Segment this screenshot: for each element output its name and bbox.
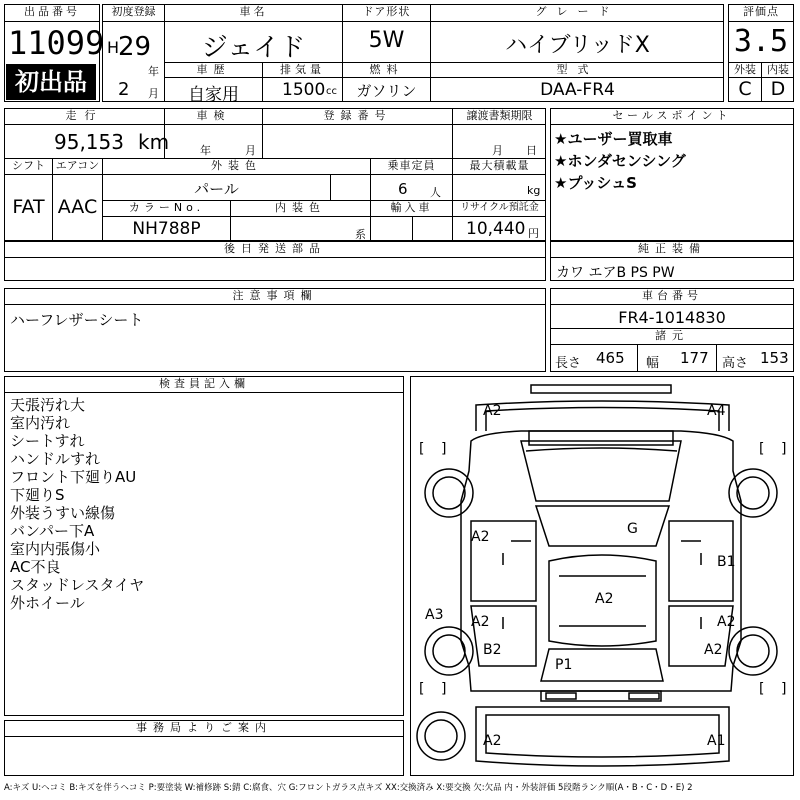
notes: ハーフレザーシート [10, 311, 144, 329]
fuel-label: 燃料 [369, 63, 404, 76]
mark-front-right: A4 [707, 403, 726, 419]
inspection-year-unit: 年 [200, 144, 211, 157]
first-reg-month: 2 [118, 79, 130, 100]
color-no: NH788P [132, 219, 201, 239]
mark-right-rear-door: A2 [717, 614, 736, 630]
mark-rear-bumper-left: A2 [483, 733, 502, 749]
doc-month-unit: 月 [492, 144, 503, 157]
chassis-number: FR4-1014830 [618, 308, 726, 327]
inspector-note: 天張汚れ大 [10, 396, 86, 414]
legend: A:キズ U:ヘコミ B:キズを伴うヘコミ P:要塗装 W:補修跡 S:錆 C:腐食、穴 G:フロントガラス点キズ XX:交換済み X:要交換 欠:欠品 内・外装評価 5段階ランク順(A・B・C・D・E) 2 [4, 783, 693, 793]
car-name: ジェイド [201, 33, 306, 63]
sales-point: ★プッシュS [554, 174, 637, 192]
inspector-note: 室内汚れ [10, 414, 71, 432]
mark-rear-left: B2 [483, 642, 502, 658]
inspection-month-unit: 月 [245, 144, 256, 157]
year-unit: 年 [148, 65, 159, 78]
inspector-note: シートすれ [10, 432, 85, 450]
door-type: 5W [368, 28, 405, 53]
svg-text:[: [ [759, 681, 765, 697]
history: 自家用 [188, 85, 239, 105]
mark-left-quarter: A3 [425, 607, 444, 623]
doc-period-label: 譲渡書類期限 [466, 109, 533, 122]
displacement-unit: cc [326, 86, 337, 97]
inspector-note: 外装うすい線傷 [10, 504, 116, 522]
displacement: 1500 [282, 80, 326, 100]
capacity: 6 [398, 180, 408, 198]
reg-no-label: 登録番号 [323, 109, 392, 122]
mark-roof: A2 [595, 591, 614, 607]
inspector-note: 下廻りS [10, 486, 65, 504]
score: 3.5 [733, 24, 789, 59]
mileage-unit: km [138, 130, 170, 154]
svg-text:]: ] [441, 681, 447, 697]
car-diagram-box [410, 376, 794, 776]
mileage-label: 走行 [65, 109, 104, 122]
int-color-unit: 系 [355, 228, 366, 241]
car-diagram [411, 377, 793, 775]
model-label: 型式 [556, 63, 599, 76]
ext-color: パール [194, 180, 239, 198]
sales-points-label: セールスポイント [612, 109, 732, 122]
grade: ハイブリッドX [505, 33, 650, 58]
month-unit: 月 [148, 87, 159, 100]
score-label: 評価点 [743, 5, 779, 18]
lot-label: 出品番号 [24, 5, 80, 18]
int-color-label: 内装色 [275, 201, 326, 214]
capacity-unit: 人 [430, 186, 441, 199]
displacement-label: 排気量 [280, 63, 325, 76]
model-code: DAA-FR4 [540, 80, 615, 100]
inspector-note: バンパー下A [10, 522, 95, 540]
int-grade: D [770, 78, 786, 100]
mark-windshield: G [627, 521, 638, 537]
import-label: 輸入車 [390, 201, 433, 214]
height-label: 高さ [722, 356, 749, 371]
equipment-label: 純正装備 [638, 242, 706, 255]
ac-label: エアコン [55, 159, 100, 172]
capacity-label: 乗車定員 [387, 159, 436, 172]
shift-label: シフト [12, 159, 45, 172]
load-unit: kg [527, 184, 541, 197]
mark-right-quarter: A2 [704, 642, 723, 658]
specs-label: 諸元 [655, 329, 689, 342]
equipment: カワ エアB PS PW [556, 265, 675, 281]
svg-text:[: [ [759, 441, 765, 457]
era: H [107, 38, 120, 57]
mark-front-left: A2 [483, 403, 502, 419]
inspector-label: 検査員記入欄 [159, 377, 249, 390]
ac: AAC [57, 196, 98, 218]
height: 153 [760, 349, 789, 367]
first-reg-year: 29 [118, 32, 152, 62]
ext-color-label: 外装色 [211, 159, 262, 172]
color-no-label: カラーNo. [128, 201, 205, 214]
inspector-note: スタッドレスタイヤ [10, 576, 145, 594]
length-label: 長さ [555, 356, 582, 371]
mark-left-front-door: A2 [471, 529, 490, 545]
chassis-label: 車台番号 [642, 289, 702, 302]
int-grade-label: 内装 [767, 63, 789, 76]
inspector-note: 外ホイール [10, 594, 85, 612]
first-reg-label: 初度登録 [111, 5, 156, 18]
recycle-amount: 10,440 [466, 219, 526, 239]
grade-label: グレード [535, 5, 620, 18]
sales-point: ★ホンダセンシング [554, 152, 686, 170]
mileage: 95,153 [54, 130, 124, 154]
notes-label: 注意事項欄 [232, 289, 318, 302]
history-label: 車歴 [196, 63, 231, 76]
mark-trunk: P1 [555, 657, 573, 673]
recycle-label: リサイクル預託金 [460, 202, 539, 213]
mark-left-rear-door: A2 [471, 614, 490, 630]
width: 177 [680, 349, 709, 367]
svg-text:]: ] [441, 441, 447, 457]
load-label: 最大積載量 [469, 159, 530, 172]
ext-grade-label: 外装 [734, 63, 756, 76]
office-label: 事務局よりご案内 [136, 721, 272, 734]
sales-points-list [554, 128, 686, 194]
width-label: 幅 [646, 356, 660, 371]
svg-text:[: [ [419, 441, 425, 457]
svg-text:[: [ [419, 681, 425, 697]
mark-right-front-door: B1 [717, 554, 736, 570]
inspector-notes-list [10, 396, 144, 612]
later-parts-label: 後日発送部品 [224, 242, 326, 255]
inspector-note: AC不良 [10, 558, 61, 576]
inspection-label: 車検 [196, 109, 231, 122]
length: 465 [596, 349, 625, 367]
svg-text:]: ] [781, 681, 787, 697]
recycle-unit: 円 [528, 227, 539, 240]
fuel: ガソリン [356, 82, 417, 100]
inspector-note: 室内内張傷小 [10, 540, 101, 558]
sales-point: ★ユーザー買取車 [554, 130, 673, 148]
car-name-label: 車名 [239, 5, 268, 18]
first-listing-badge: 初出品 [6, 64, 96, 100]
lot-number: 11099 [8, 24, 105, 62]
mark-rear-bumper-right: A1 [707, 733, 726, 749]
ext-grade: C [738, 78, 752, 100]
inspector-note: ハンドルすれ [10, 450, 101, 468]
svg-text:]: ] [781, 441, 787, 457]
doc-day-unit: 日 [526, 144, 537, 157]
shift: FAT [12, 196, 45, 218]
inspector-note: フロント下廻りAU [10, 468, 137, 486]
door-label: ドア形状 [362, 5, 411, 18]
